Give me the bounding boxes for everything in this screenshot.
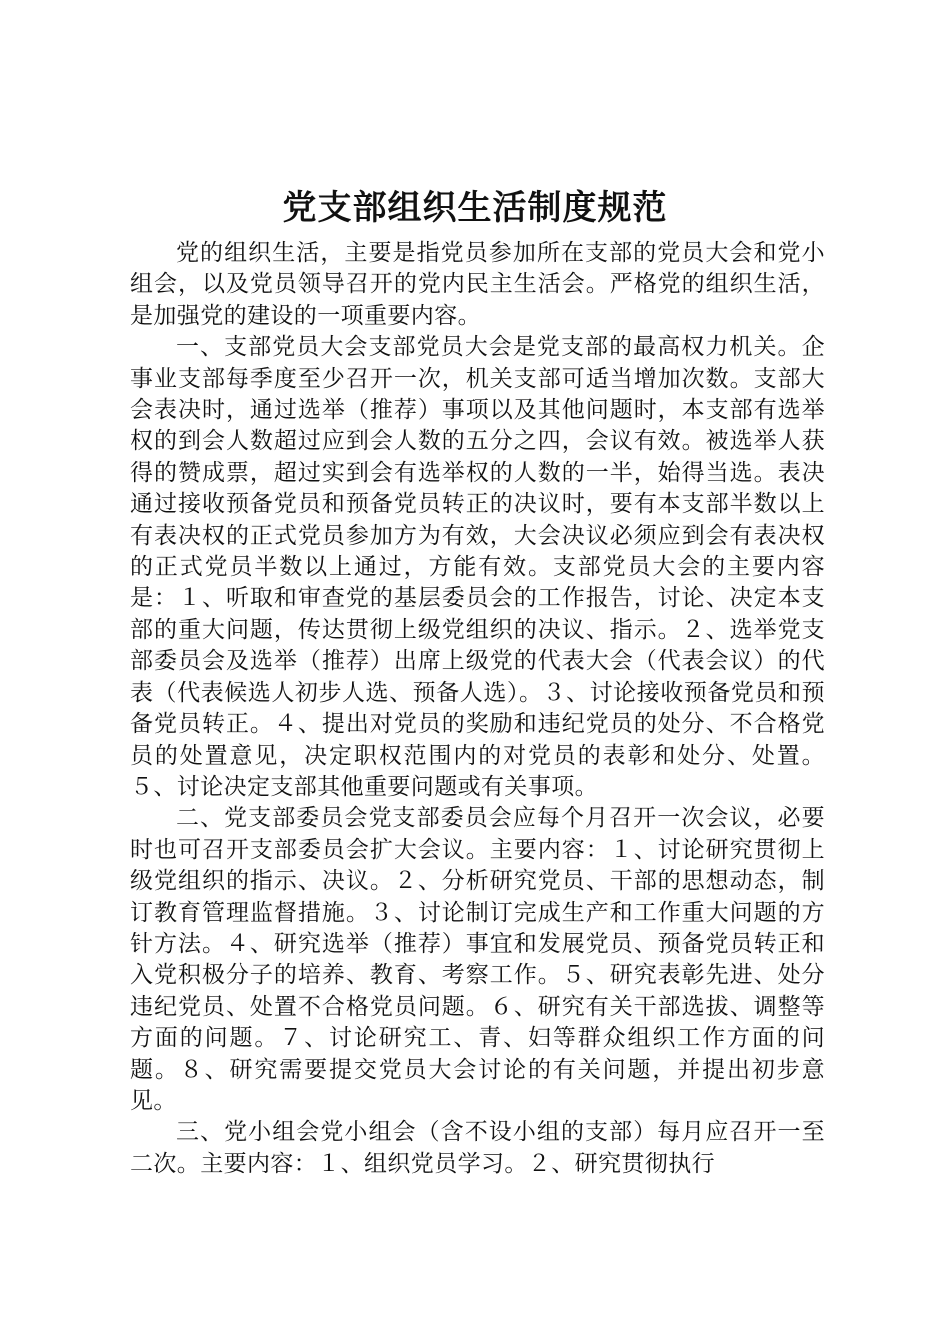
paragraph-section-1: 一、支部党员大会支部党员大会是党支部的最高权力机关。企事业支部每季度至少召开一次，机关支部可适当增加次数。支部大会表决时，通过选举（推荐）事项以及其他问题时，本支部有选举权的到会人数超过应到会人数的五分之四，会议有效。被选举人获得的赞成票，超过实到会有选举权的人数的一半，始得当选。表决通过接收预备党员和预备党员转正的决议时，要有本支部半数以上有表决权的正式党员参加方为有效，大会决议必须应到会有表决权的正式党员半数以上通过，方能有效。支部党员大会的主要内容是：１、听取和审查党的基层委员会的工作报告，讨论、决定本支部的重大问题，传达贯彻上级党组织的决议、指示。２、选举党支部委员会及选举（推荐）出席上级党的代表大会（代表会议）的代表（代表候选人初步人选、预备人选）。３、讨论接收预备党员和预备党员转正。４、提出对党员的奖励和违纪党员的处分、不合格党员的处置意见，决定职权范围内的对党员的表彰和处分、处置。５、讨论决定支部其他重要问题或有关事项。 <box>130 334 825 800</box>
paragraph-section-2: 二、党支部委员会党支部委员会应每个月召开一次会议，必要时也可召开支部委员会扩大会议。主要内容：１、讨论研究贯彻上级党组织的指示、决议。２、分析研究党员、干部的思想动态，制订教育管理监督措施。３、讨论制订完成生产和工作重大问题的方针方法。４、研究选举（推荐）事宜和发展党员、预备党员转正和入党积极分子的培养、教育、考察工作。５、研究表彰先进、处分违纪党员、处置不合格党员问题。６、研究有关干部选拔、调整等方面的问题。７、讨论研究工、青、妇等群众组织工作方面的问题。８、研究需要提交党员大会讨论的有关问题，并提出初步意见。 <box>130 805 825 1114</box>
paragraph-section-3: 三、党小组会党小组会（含不设小组的支部）每月应召开一至二次。主要内容：１、组织党员学习。２、研究贯彻执行 <box>130 1119 825 1177</box>
paragraph-intro: 党的组织生活，主要是指党员参加所在支部的党员大会和党小组会，以及党员领导召开的党内民主生活会。严格党的组织生活，是加强党的建设的一项重要内容。 <box>130 240 825 329</box>
document-body <box>130 238 825 1180</box>
document-title: 党支部组织生活制度规范 <box>282 188 668 228</box>
